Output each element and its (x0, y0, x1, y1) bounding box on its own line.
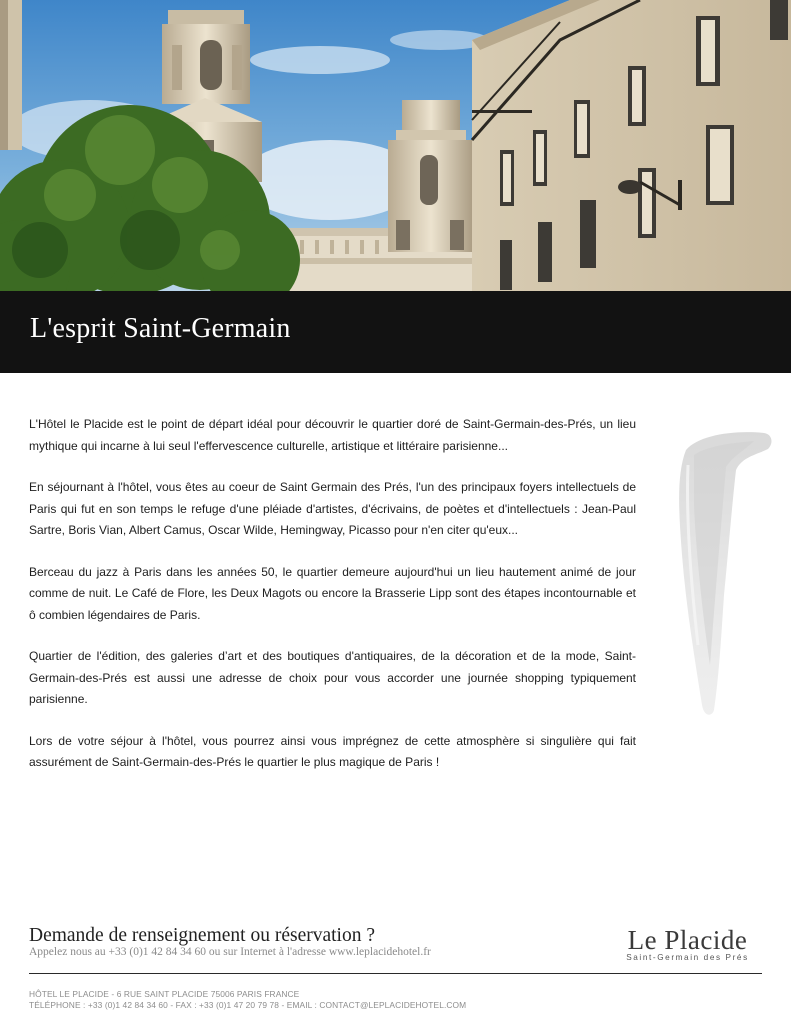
logo-tagline: Saint-Germain des Prés (626, 953, 749, 962)
paragraph-intellectuals: En séjournant à l'hôtel, vous êtes au coeur de Saint Germain des Prés, l'un des principaux foyers intellectuels de Paris qui fut en son temps le refuge d'une pléiade d'artistes, d'écrivains, de poètes et d'intellectuels : Jean-Paul Sartre, Boris Vian, Albert Camus, Oscar Wilde, Hemingway, Picasso pour n'en citer qu'eux... (29, 480, 636, 537)
page-title: L'esprit Saint-Germain (30, 313, 291, 344)
paragraph-intro: L'Hôtel le Placide est le point de départ idéal pour découvrir le quartier doré de Saint-Germain-des-Prés, un lieu mythique qui incarne à lui seul l'effervescence culturelle, artistique et littéraire parisienne... (29, 417, 636, 453)
article-body (29, 414, 636, 794)
hero-photo (0, 0, 791, 291)
paragraph-jazz: Berceau du jazz à Paris dans les années 50, le quartier demeure aujourd'hui un lieu hautement animé de jour comme de nuit. Le Café de Flore, les Deux Magots ou encore la Brasserie Lipp sont des étapes incontournable et ô combien légendaires de Paris. (29, 564, 636, 622)
paragraph-shopping: Quartier de l'édition, des galeries d’art et des boutiques d'antiquaires, de la décoration et de la mode, Saint-Germain-des-Prés est aussi une adresse de choix pour vous accorder une journée shopping typiquement parisienne. (29, 649, 636, 706)
footer-address: HÔTEL LE PLACIDE - 6 RUE SAINT PLACIDE 75006 PARIS FRANCE (29, 989, 300, 999)
logo-name: Le Placide (627, 925, 748, 955)
paragraph-atmosphere: Lors de votre séjour à l'hôtel, vous pourrez ainsi vous imprégnez de cette atmosphère si singulière qui fait assurément de Saint-Germain-des-Prés le quartier le plus magique de Paris ! (29, 733, 636, 769)
footer-contact: TÉLÉPHONE : +33 (0)1 42 84 34 60 - FAX : +33 (0)1 47 20 79 78 - EMAIL : CONTACT@LEPLACIDEHOTEL.COM (29, 1000, 467, 1010)
cta-subtitle: Appelez nous au +33 (0)1 42 84 34 60 ou sur Internet à l'adresse www.leplacidehotel.fr (29, 946, 431, 958)
footer (29, 989, 466, 1011)
footer-divider (29, 973, 762, 974)
cta-title: Demande de renseignement ou réservation ? (29, 925, 375, 946)
title-band (0, 291, 791, 373)
hotel-logo[interactable] (620, 925, 755, 962)
brush-stroke-decoration (664, 425, 779, 725)
